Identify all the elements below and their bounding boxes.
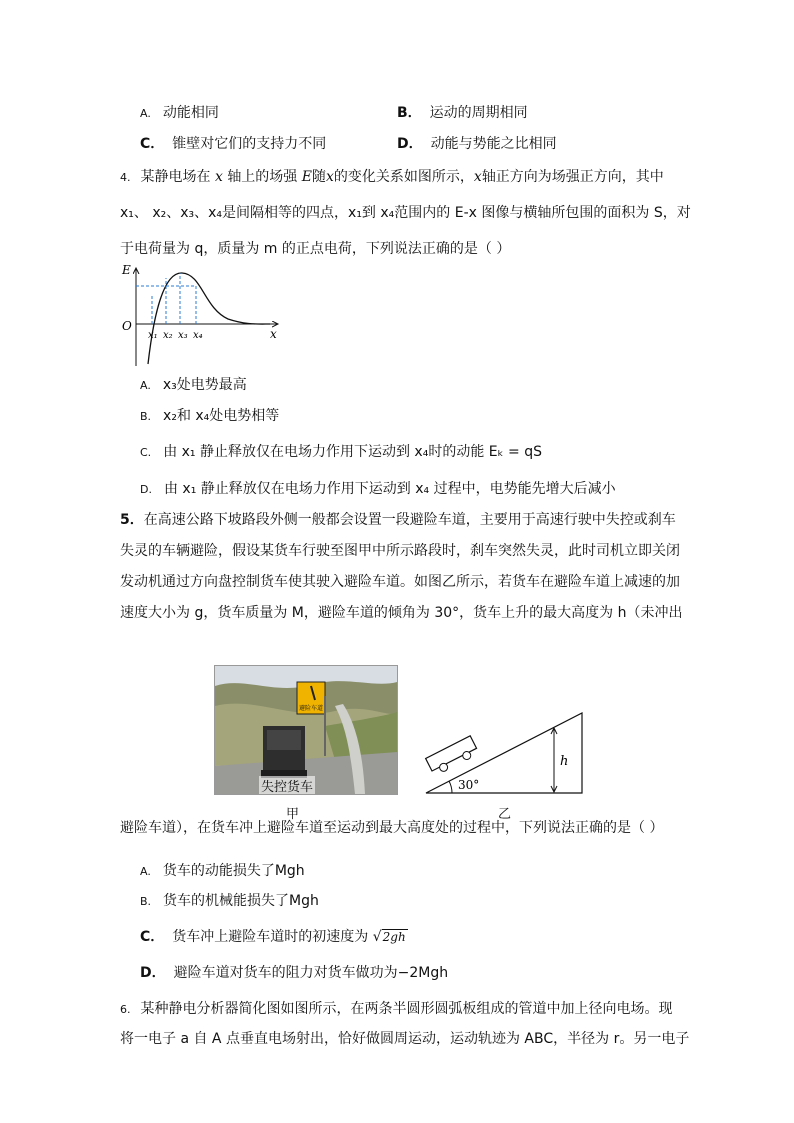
- q5-stem-line2: 失灵的车辆避险，假设某货车行驶至图甲中所示路段时，刹车突然失灵，此时司机立即关闭: [120, 543, 680, 559]
- option-label: D.: [140, 483, 152, 496]
- option-text: x₃处电势最高: [162, 377, 247, 393]
- q3-option-b: [397, 102, 528, 122]
- option-label: B.: [140, 410, 152, 423]
- option-text: 货车的机械能损失了Mgh: [163, 893, 319, 909]
- option-text: 货车冲上避险车道时的初速度为: [172, 929, 369, 945]
- q5-stem-line3: 发动机通过方向盘控制货车使其驶入避险车道。如图乙所示，若货车在避险车道上减速的加: [120, 574, 680, 590]
- stem-text: 的变化关系如图所示，: [333, 169, 474, 185]
- q5-stem-line4: 速度大小为 g，货车质量为 M，避险车道的倾角为 30°，货车上升的最大高度为 h（未冲出: [120, 605, 683, 621]
- option-label: C．: [140, 136, 165, 152]
- height-label: h: [560, 754, 569, 769]
- q3-option-d: [397, 133, 557, 153]
- q4-stem-line1: [120, 166, 664, 186]
- runaway-truck-photo: [214, 665, 398, 795]
- option-text: 由 x₁ 静止释放仅在电场力作用下运动到 x₄时的动能 Eₖ = qS: [163, 444, 542, 460]
- q5-stem-line5: 避险车道），在货车冲上避险车道至运动到最大高度处的过程中，下列说法正确的是（ ）: [120, 820, 664, 836]
- tick-x4: x₄: [193, 330, 203, 341]
- photo-sign-text: 避险车道: [299, 705, 324, 712]
- var-x: x: [473, 169, 482, 185]
- fig-label-yi: 乙: [498, 807, 512, 822]
- option-text: 动能相同: [162, 105, 219, 121]
- q4-option-b: [140, 405, 279, 425]
- q5-option-a: [140, 860, 305, 880]
- var-e: E: [301, 169, 312, 185]
- option-label: D．: [140, 965, 166, 981]
- axis-label-e: E: [122, 263, 131, 277]
- q5-stem-line1: [120, 509, 676, 529]
- sqrt-radicand: 2gh: [382, 930, 406, 944]
- q5-option-b: [140, 890, 319, 910]
- question-number: 4.: [120, 171, 131, 184]
- option-text: 锥壁对它们的支持力不同: [172, 136, 327, 152]
- option-text: 运动的周期相同: [429, 105, 528, 121]
- option-label: C．: [140, 929, 165, 945]
- q4-option-a: [140, 374, 247, 394]
- tick-x2: x₂: [163, 330, 173, 341]
- q5-option-d: [140, 962, 448, 982]
- stem-text: 某静电场在: [140, 169, 211, 185]
- stem-text: 在高速公路下坡路段外侧一般都会设置一段避险车道，主要用于高速行驶中失控或刹车: [143, 512, 676, 528]
- tick-x1: x₁: [148, 330, 158, 341]
- option-label: C.: [140, 446, 152, 459]
- var-x: x: [326, 169, 334, 185]
- angle-label: 30°: [458, 778, 480, 792]
- q4-stem-line3: 于电荷量为 q，质量为 m 的正点电荷，下列说法正确的是（ ）: [120, 241, 511, 257]
- stem-text: 轴正方向为场强正方向，其中: [481, 169, 664, 185]
- photo-caption: 失控货车: [259, 776, 315, 795]
- origin-label: O: [122, 319, 132, 333]
- option-label: A.: [140, 379, 151, 392]
- q6-stem-line1: [120, 998, 673, 1018]
- option-text: x₂和 x₄处电势相等: [163, 408, 280, 424]
- question-number: 6.: [120, 1003, 131, 1016]
- q4-option-c: [140, 441, 542, 461]
- q5-option-c: [140, 926, 408, 946]
- var-x: x: [214, 169, 223, 185]
- q4-stem-line2: x₁、 x₂、x₃、x₄是间隔相等的四点，x₁到 x₄范围内的 E-x 图像与横轴所包围的面积为 S，对: [120, 205, 691, 221]
- q6-stem-line2: 将一电子 a 自 A 点垂直电场射出，恰好做圆周运动，运动轨迹为 ABC，半径为 r。另一电子: [120, 1031, 690, 1047]
- option-text: 由 x₁ 静止释放仅在电场力作用下运动到 x₄ 过程中，电势能先增大后减小: [163, 481, 616, 497]
- option-text: 货车的动能损失了Mgh: [162, 863, 305, 879]
- option-text: 避险车道对货车的阻力对货车做功为−2Mgh: [173, 965, 449, 981]
- option-label: B.: [140, 895, 152, 908]
- q3-option-a: [140, 102, 219, 122]
- option-label: A.: [140, 107, 151, 120]
- stem-text: 随: [312, 169, 326, 185]
- angle-arc: [449, 781, 452, 793]
- tick-x3: x₃: [178, 330, 188, 341]
- option-text: 动能与势能之比相同: [430, 136, 557, 152]
- stem-text: 某种静电分析器简化图如图所示，在两条半圆形圆弧板组成的管道中加上径向电场。现: [140, 1001, 673, 1017]
- option-label: A.: [140, 865, 151, 878]
- question-number: 5．: [120, 512, 144, 528]
- option-label: B．: [397, 105, 422, 121]
- stem-text: 轴上的场强: [227, 169, 298, 185]
- q4-option-d: [140, 478, 616, 498]
- photo-illustration: [215, 666, 397, 794]
- fig-label-jia: 甲: [286, 807, 300, 822]
- axis-label-x: x: [270, 327, 277, 341]
- option-label: D．: [397, 136, 423, 152]
- e-x-graph: [118, 262, 288, 370]
- q3-option-c: [140, 133, 326, 153]
- sqrt-symbol: √: [372, 929, 382, 945]
- incline-diagram: [418, 705, 588, 799]
